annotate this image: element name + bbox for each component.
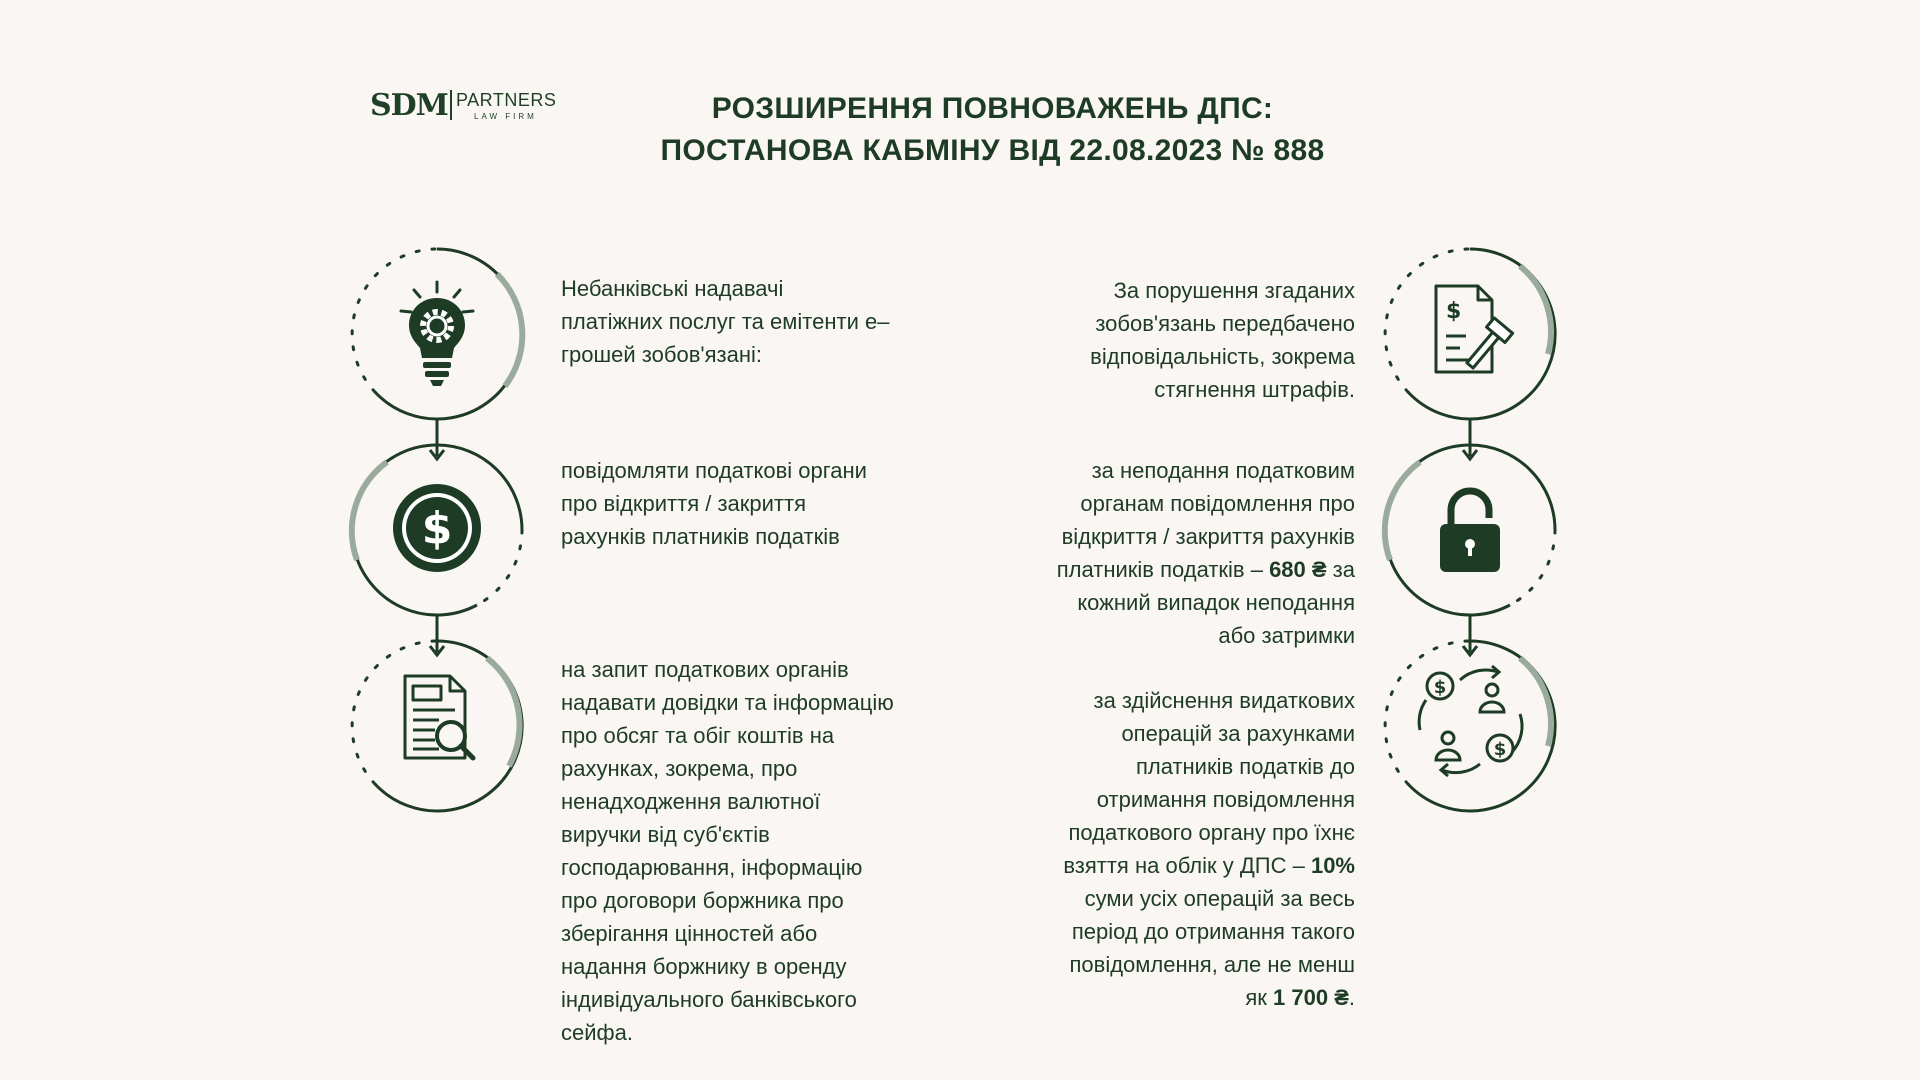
fine-min-amount: 1 700 ₴ bbox=[1273, 985, 1349, 1010]
left-item-notify-text: повідомляти податкові органи про відкриття / закриття рахунків платників податків bbox=[561, 458, 867, 549]
fine-percent-10: 10% bbox=[1310, 853, 1355, 878]
svg-text:$: $ bbox=[1446, 299, 1462, 324]
svg-text:$: $ bbox=[421, 503, 453, 554]
svg-text:$: $ bbox=[1433, 677, 1447, 698]
title-line-2: ПОСТАНОВА КАБМІНУ ВІД 22.08.2023 № 888 bbox=[660, 134, 1325, 167]
right-intro-text: За порушення згаданих зобов'язань передбачено відповідальність, зокрема стягнення штрафів. bbox=[1090, 278, 1355, 402]
svg-text:$: $ bbox=[1493, 739, 1507, 760]
money-exchange-circle bbox=[1380, 636, 1560, 816]
lightbulb-circle bbox=[347, 244, 527, 424]
padlock-icon bbox=[1440, 491, 1500, 572]
document-search-circle bbox=[347, 636, 527, 816]
lightbulb-gear-icon bbox=[401, 282, 473, 386]
dollar-coin-icon bbox=[393, 484, 481, 572]
left-intro-text: Небанківські надавачі платіжних послуг та емітенти е– грошей зобов'язані: bbox=[561, 276, 890, 367]
document-gavel-icon bbox=[1436, 286, 1513, 373]
document-search-icon bbox=[405, 676, 473, 758]
fine-amount-680: 680 ₴ bbox=[1269, 557, 1327, 582]
padlock-circle bbox=[1380, 440, 1560, 620]
logo-main-text: SDM bbox=[370, 88, 448, 123]
title-line-1: РОЗШИРЕННЯ ПОВНОВАЖЕНЬ ДПС: bbox=[711, 92, 1274, 125]
right-fine-notify-text: за неподання податковим органам повідомлення про відкриття / закриття рахунків платників податків – 680 ₴ за кожний випадок неподання або затримки bbox=[1056, 458, 1355, 648]
logo-partners-text: PARTNERS bbox=[456, 90, 557, 110]
money-exchange-icon bbox=[1419, 666, 1522, 776]
dollar-circle bbox=[347, 440, 527, 620]
page-title bbox=[600, 88, 1385, 172]
company-logo bbox=[370, 86, 557, 126]
left-item-request-text: на запит податкових органів надавати довідки та інформацію про обсяг та обіг коштів на рахунках, зокрема, про ненадходження валютної виручки від суб'єктів господарювання, інформацію про договори боржника про зберігання цінностей або надання боржнику в оренду індивідуального банківського сейфа. bbox=[561, 657, 894, 1045]
logo-subtitle: LAW FIRM bbox=[474, 112, 537, 121]
logo-divider bbox=[450, 90, 452, 120]
document-gavel-circle bbox=[1380, 244, 1560, 424]
right-fine-operations-text: за здійснення видаткових операцій за рахунками платників податків до отримання повідомлення податкового органу про їхнє взяття на облік у ДПС – 10% суми усіх операцій за весь період до отримання такого повідомлення, але не менш як 1 700 ₴. bbox=[1063, 688, 1355, 1010]
